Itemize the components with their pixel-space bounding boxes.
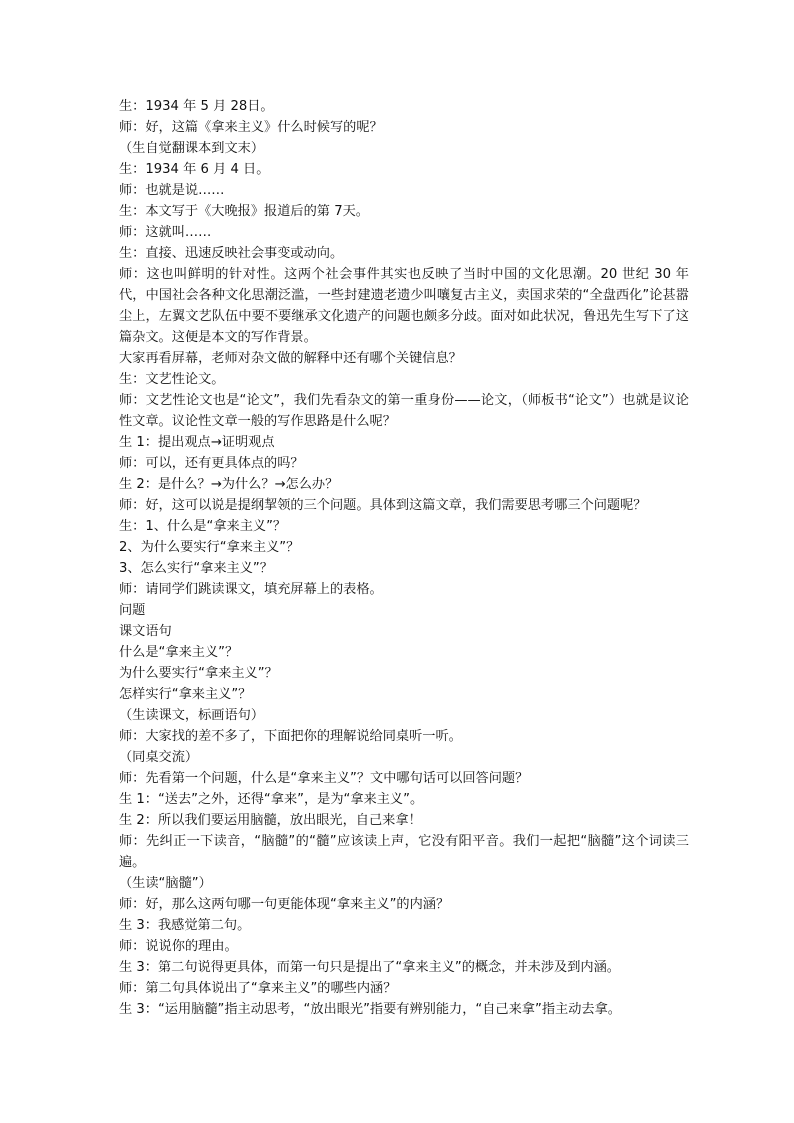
dialogue-line: 生：1934 年 6 月 4 日。 bbox=[119, 162, 270, 177]
dialogue-line: 生：直接、迅速反映社会事变或动向。 bbox=[119, 246, 344, 261]
dialogue-line: 大家再看屏幕，老师对杂文做的解释中还有哪个关键信息？ bbox=[119, 351, 462, 366]
table-row-question: 怎样实行“拿来主义”？ bbox=[119, 687, 252, 702]
essay-paragraph: 师：文艺性论文也是“论文”，我们先看杂文的第一重身份——论文，（师板书“论文”）也就是议论性文章。议论性文章一般的写作思路是什么呢？ bbox=[119, 393, 689, 429]
dialogue-line: 生 2：所以我们要运用脑髓，放出眼光，自己来拿！ bbox=[119, 813, 422, 828]
table-row-question: 什么是“拿来主义”？ bbox=[119, 645, 239, 660]
document-body bbox=[119, 96, 689, 1020]
dialogue-line: （生读“脑髓”） bbox=[119, 876, 212, 891]
table-header-question: 问题 bbox=[119, 603, 146, 618]
dialogue-line: （生自觉翻课本到文末） bbox=[119, 141, 265, 156]
dialogue-line: 师：第二句具体说出了“拿来主义”的哪些内涵？ bbox=[119, 981, 397, 996]
dialogue-line: 生：本文写于《大晚报》报道后的第 7天。 bbox=[119, 204, 369, 219]
dialogue-line: 师：这就叫…… bbox=[119, 225, 212, 240]
dialogue-line: 生 2：是什么？→为什么？→怎么办？ bbox=[119, 477, 339, 492]
background-paragraph: 师：这也叫鲜明的针对性。这两个社会事件其实也反映了当时中国的文化思潮。20 世纪 30 年代，中国社会各种文化思潮泛滥，一些封建遗老遗少叫嚷复古主义，卖国求荣的“全盘西化”论甚嚣尘上，左翼文艺队伍中要不要继承文化遗产的问题也颇多分歧。面对如此状况，鲁迅先生写下了这篇杂文。这便是本文的写作背景。 bbox=[119, 267, 689, 345]
dialogue-line: （同桌交流） bbox=[119, 750, 199, 765]
dialogue-line: 师：可以，还有更具体点的吗？ bbox=[119, 456, 304, 471]
dialogue-line: 师：先看第一个问题，什么是“拿来主义”？文中哪句话可以回答问题？ bbox=[119, 771, 529, 786]
dialogue-line: 生 3：我感觉第二句。 bbox=[119, 918, 251, 933]
dialogue-line: 师：好，这篇《拿来主义》什么时候写的呢？ bbox=[119, 120, 383, 135]
dialogue-line: 生：1、什么是“拿来主义”？ bbox=[119, 519, 287, 534]
dialogue-line: 生 3：第二句说得更具体，而第一句只是提出了“拿来主义”的概念，并未涉及到内涵。 bbox=[119, 960, 620, 975]
dialogue-line: 师：也就是说…… bbox=[119, 183, 225, 198]
dialogue-line: （生读课文，标画语句） bbox=[119, 708, 265, 723]
dialogue-line: 师：说说你的理由。 bbox=[119, 939, 238, 954]
dialogue-line: 师：请同学们跳读课文，填充屏幕上的表格。 bbox=[119, 582, 383, 597]
dialogue-line: 生：1934 年 5 月 28日。 bbox=[119, 99, 274, 114]
dialogue-line: 生 1：“送去”之外，还得“拿来”，是为“拿来主义”。 bbox=[119, 792, 424, 807]
dialogue-line: 生：文艺性论文。 bbox=[119, 372, 225, 387]
dialogue-line: 生 3：“运用脑髓”指主动思考，“放出眼光”指要有辨别能力，“自己来拿”指主动去拿。 bbox=[119, 1002, 621, 1017]
pronunciation-paragraph: 师：先纠正一下读音，“脑髓”的“髓”应该读上声，它没有阳平音。我们一起把“脑髓”这个词读三遍。 bbox=[119, 834, 689, 870]
dialogue-line: 2、为什么要实行“拿来主义”？ bbox=[119, 540, 300, 555]
dialogue-line: 3、怎么实行“拿来主义”？ bbox=[119, 561, 273, 576]
table-row-question: 为什么要实行“拿来主义”？ bbox=[119, 666, 278, 681]
dialogue-line: 师：好，那么这两句哪一句更能体现“拿来主义”的内涵？ bbox=[119, 897, 450, 912]
dialogue-line: 师：大家找的差不多了，下面把你的理解说给同桌听一听。 bbox=[119, 729, 462, 744]
dialogue-line: 师：好，这可以说是提纲挈领的三个问题。具体到这篇文章，我们需要思考哪三个问题呢？ bbox=[119, 498, 647, 513]
dialogue-line: 生 1：提出观点→证明观点 bbox=[119, 435, 275, 450]
table-header-sentence: 课文语句 bbox=[119, 624, 172, 639]
